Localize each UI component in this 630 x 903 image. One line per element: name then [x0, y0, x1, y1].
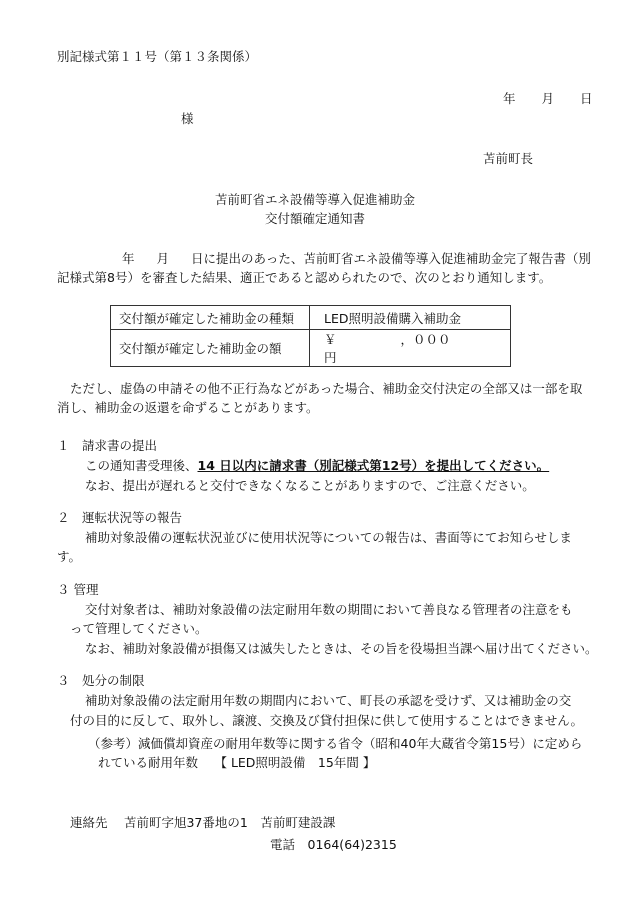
caution-line2: 消し、補助金の返還を命ずることがあります。	[57, 400, 319, 415]
section4-line1: 補助対象設備の法定耐用年数の期間内において、町長の承認を受けず、又は補助金の交	[85, 693, 572, 708]
section4-useful-life-line: れている耐用年数 【 LED照明設備 15年間 】	[98, 755, 376, 770]
section1-line1	[85, 456, 549, 474]
section1-heading: １ 請求書の提出	[57, 438, 158, 453]
section2-line1: 補助対象設備の運転状況並びに使用状況等についての報告は、書面等にてお知らせしま	[85, 530, 572, 545]
section3-line2: って管理してください。	[70, 621, 208, 636]
grant-type-value: LED照明設備購入補助金	[310, 306, 511, 330]
section1-deadline-text: 14 日以内に請求書（別記様式第12号）を提出してください。	[197, 458, 550, 473]
grant-type-label: 交付額が確定した補助金の種類	[111, 306, 310, 330]
section2-line2: す。	[57, 549, 82, 564]
section1-line1-prefix: この通知書受理後、	[85, 458, 198, 473]
sender-name: 苫前町長	[483, 151, 534, 166]
contact-address: 連絡先 苫前町字旭37番地の1 苫前町建設課	[70, 815, 336, 830]
form-label: 別記様式第１１号（第１３条関係）	[57, 49, 258, 64]
section3-line3: なお、補助対象設備が損傷又は滅失したときは、その旨を役場担当課へ届け出てください。	[85, 641, 598, 656]
intro-line1: 年 月 日に提出のあった、苫前町省エネ設備等導入促進補助金完了報告書（別	[122, 251, 591, 266]
grant-amount-value: ￥ ，０００ 円	[310, 330, 511, 367]
table-row	[111, 330, 511, 367]
table-row	[111, 306, 511, 330]
grant-table	[110, 305, 511, 367]
section1-line2: なお、提出が遅れると交付できなくなることがありますので、ご注意ください。	[85, 478, 535, 493]
date-line: 年 月 日	[503, 91, 593, 106]
caution-line1: ただし、虚偽の申請その他不正行為などがあった場合、補助金交付決定の全部又は一部を取	[70, 381, 583, 396]
section4-line2: 付の目的に反して、取外し、譲渡、交換及び貸付担保に供して使用することはできません。	[70, 713, 584, 728]
section3-line1: 交付対象者は、補助対象設備の法定耐用年数の期間において善良なる管理者の注意をも	[85, 602, 573, 617]
contact-phone: 電話 0164(64)2315	[270, 837, 397, 852]
addressee-suffix: 様	[181, 111, 194, 126]
document-title-line1: 苫前町省エネ設備等導入促進補助金	[214, 192, 415, 207]
section3-heading: ３ 管理	[57, 582, 99, 597]
section2-heading: ２ 運転状況等の報告	[57, 510, 183, 525]
section4-heading: ３ 処分の制限	[57, 673, 145, 688]
grant-amount-label: 交付額が確定した補助金の額	[111, 330, 310, 367]
document-title-line2: 交付額確定通知書	[264, 211, 365, 226]
section4-reference-line: （参考）減価償却資産の耐用年数等に関する省令（昭和40年大蔵省令第15号）に定めら	[88, 736, 583, 751]
intro-line2: 記様式第8号）を審査した結果、適正であると認められたので、次のとおり通知します。	[57, 270, 552, 285]
